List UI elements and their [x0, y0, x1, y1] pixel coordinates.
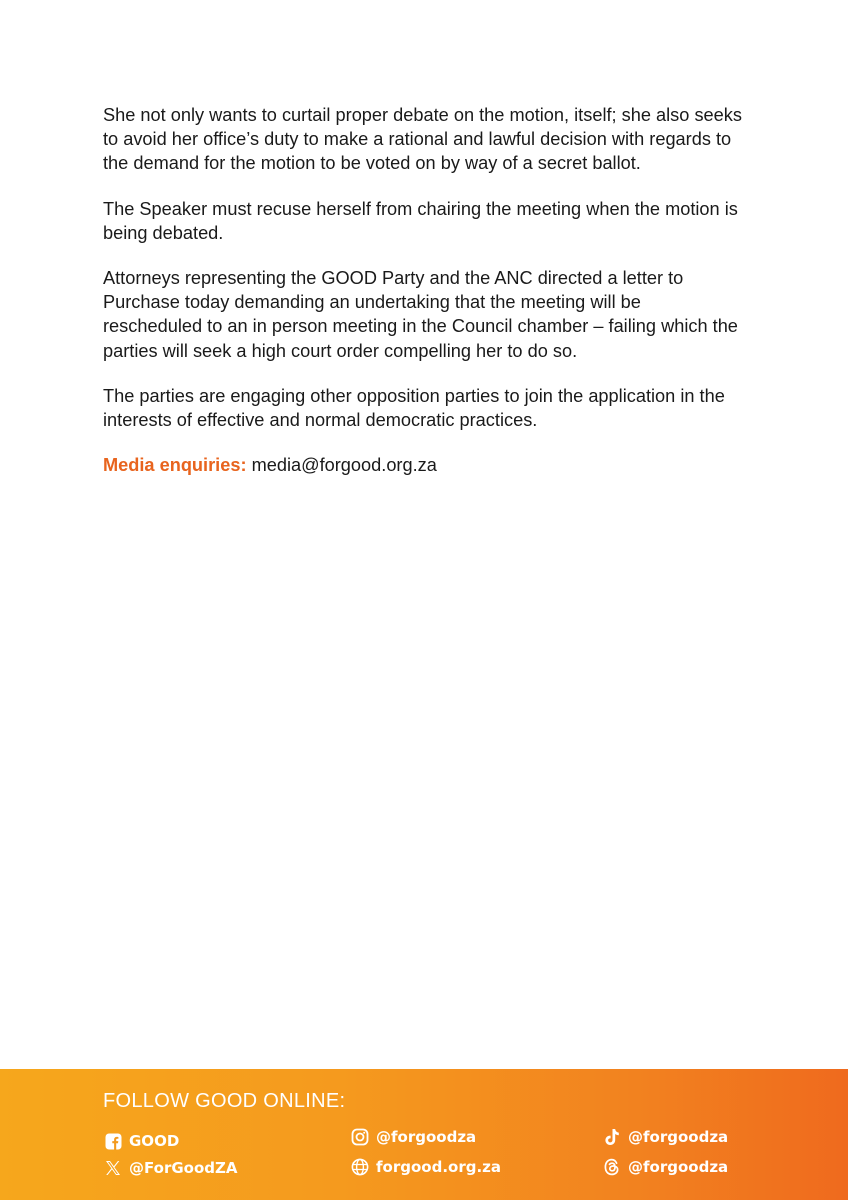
x-handle: @ForGoodZA [129, 1159, 238, 1177]
instagram-icon [351, 1128, 369, 1146]
threads-handle: @forgoodza [628, 1158, 729, 1176]
follow-title: FOLLOW GOOD ONLINE: [103, 1090, 346, 1112]
facebook-icon [104, 1132, 122, 1150]
social-x[interactable] [104, 1159, 238, 1177]
threads-icon [603, 1158, 621, 1176]
social-tiktok[interactable] [603, 1128, 728, 1146]
instagram-handle: @forgoodza [376, 1128, 477, 1146]
paragraph-speaker-intent: She not only wants to curtail proper debate on the motion, itself; she also seeks to avoid her office’s duty to make a rational and lawful decision with regards to the demand for the motion to be voted on by way of a secret ballot. [103, 105, 742, 174]
social-instagram[interactable] [351, 1128, 476, 1146]
press-release-body [103, 103, 743, 498]
globe-icon [351, 1158, 369, 1176]
website-link: forgood.org.za [376, 1158, 502, 1176]
social-facebook[interactable] [104, 1132, 179, 1150]
social-website[interactable] [351, 1158, 501, 1176]
media-enquiries [103, 453, 743, 477]
paragraph-attorneys-letter: Attorneys representing the GOOD Party and the ANC directed a letter to Purchase today demanding an undertaking that the meeting will be rescheduled to an in person meeting in the Council chamber – failing which the parties will seek a high court order compelling her to do so. [103, 268, 738, 361]
facebook-handle: GOOD [129, 1132, 180, 1150]
paragraph-recusal: The Speaker must recuse herself from chairing the meeting when the motion is being debated. [103, 198, 738, 243]
paragraph-opposition-parties: The parties are engaging other opposition parties to join the application in the interests of effective and normal democratic practices. [103, 385, 725, 431]
tiktok-icon [603, 1128, 621, 1146]
footer-banner [0, 1069, 848, 1200]
x-icon [104, 1159, 122, 1177]
media-enquiries-label: Media enquiries: [103, 455, 247, 476]
tiktok-handle: @forgoodza [628, 1128, 729, 1146]
media-email-link[interactable]: media@forgood.org.za [251, 455, 437, 476]
social-threads[interactable] [603, 1158, 728, 1176]
